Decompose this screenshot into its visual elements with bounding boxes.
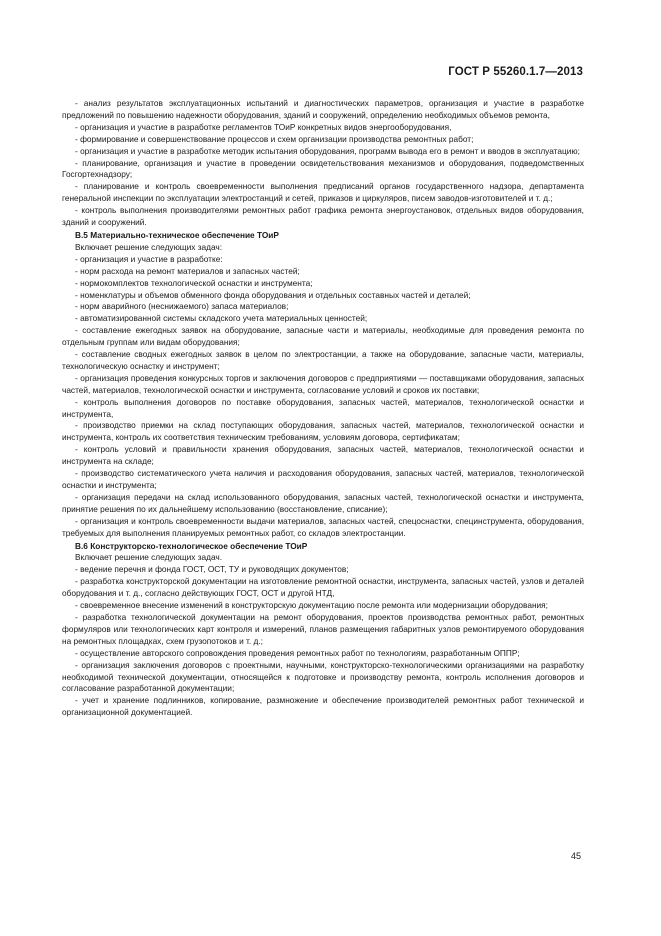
section-heading-b6: В.6 Конструкторско-технологическое обеспечение ТОиР bbox=[75, 540, 308, 551]
paragraph-b5-12: - контроль условий и правильности хранения оборудования, запасных частей, материалов, технологической оснастки и инструмента на складе; bbox=[62, 444, 584, 467]
paragraph-b5-14: - организация передачи на склад использованного оборудования, запасных частей, технологической оснастки и инструмента, принятие решения по их дальнейшему использованию (восстановление, списание); bbox=[62, 491, 584, 514]
paragraph-top-6: - контроль выполнения производителями ремонтных работ графика ремонта энергоустановок, отдельных видов оборудования, зданий и сооружений. bbox=[62, 205, 584, 228]
paragraph-b5-15: - организация и контроль своевременности выдачи материалов, запасных частей, спецоснастки, специнструмента, оборудования, требуемых для выполнения планируемых ремонтных работ, со складов электростанции. bbox=[62, 515, 584, 538]
paragraph-b6-2: - разработка конструкторской документации на изготовление ремонтной оснастки, инструмента, запасных частей, узлов и деталей оборудования и т. д., согласно действующих ГОСТ, ОСТ и другой НТД, bbox=[62, 576, 584, 599]
paragraph-b5-13: - производство систематического учета наличия и расходования оборудования, запасных частей, материалов, технологической оснастки и инструмента; bbox=[62, 468, 584, 490]
paragraph-b5-3: - нормокомплектов технологической оснастки и инструмента; bbox=[75, 277, 313, 288]
paragraph-top-1: - организация и участие в разработке регламентов ТОиР конкретных видов энергооборудования, bbox=[75, 121, 452, 132]
paragraph-b6-6: - организация заключения договоров с проектными, научными, конструкторско-технологическими организациями на разработку необходимой технической документации, относящейся к подготовке и производству ремонта, контроль исполнения договоров и согласование разработанной документации; bbox=[62, 659, 584, 694]
section-heading-b5: В.5 Материально-техническое обеспечение ТОиР bbox=[75, 229, 279, 240]
paragraph-b5-0: Включает решение следующих задач: bbox=[75, 241, 223, 252]
paragraph-b6-1: - ведение перечня и фонда ГОСТ, ОСТ, ТУ и руководящих документов; bbox=[75, 564, 349, 575]
document-code: ГОСТ Р 55260.1.7—2013 bbox=[448, 66, 583, 78]
paragraph-b6-5: - осуществление авторского сопровождения проведения ремонтных работ по технологиям, разработанным ОППР; bbox=[75, 647, 520, 658]
paragraph-top-2: - формирование и совершенствование процессов и схем организации производства ремонтных работ; bbox=[75, 133, 474, 144]
paragraph-b6-7: - учет и хранение подлинников, копирование, размножение и обеспечение производителей ремонтных работ технической и организационной документацией. bbox=[62, 695, 584, 718]
paragraph-b5-10: - контроль выполнения договоров по поставке оборудования, запасных частей, материалов, технологической оснастки и инструмента, bbox=[62, 396, 584, 419]
paragraph-b5-2: - норм расхода на ремонт материалов и запасных частей; bbox=[75, 265, 300, 276]
paragraph-b5-5: - норм аварийного (неснижаемого) запаса материалов; bbox=[75, 301, 289, 312]
paragraph-top-3: - организация и участие в разработке методик испытания оборудования, программ вывода его в ремонт и вводов в эксплуатацию; bbox=[75, 145, 580, 156]
page-number: 45 bbox=[570, 851, 581, 861]
paragraph-b6-4: - разработка технологической документации на ремонт оборудования, проектов производства ремонтных работ, ремонтных формуляров или технологических карт контроля и измерений, планов размещения габаритных узлов ремонтируемого оборудования на ремонтных площадках, схем грузопотоков и т. д.; bbox=[62, 611, 584, 646]
paragraph-b5-11: - производство приемки на склад поступающих оборудования, запасных частей, материалов, технологической оснастки и инструмента, контроль их соответствия техническим требованиям, условиям договора, сертификатам; bbox=[62, 420, 584, 443]
paragraph-b6-0: Включает решение следующих задач. bbox=[75, 552, 223, 563]
paragraph-b5-8: - составление сводных ежегодных заявок в целом по электростанции, а также на оборудование, запасные части, материалы, технологическую оснастку и инструмент; bbox=[62, 349, 584, 371]
paragraph-b5-9: - организация проведения конкурсных торгов и заключения договоров с предприятиями — поставщиками оборудования, запасных частей, материалов, технологической оснастки и инструмента, согласование условий и сроков их поставки; bbox=[62, 372, 584, 395]
paragraph-b5-1: - организация и участие в разработке: bbox=[75, 253, 223, 264]
paragraph-top-5: - планирование и контроль своевременности выполнения предписаний органов государственного надзора, департамента генеральной инспекции по эксплуатации электростанций и сетей, приказов и циркуляров, писем заводов-изготовителей и т. д.; bbox=[62, 181, 584, 204]
paragraph-b5-6: - автоматизированной системы складского учета материальных ценностей; bbox=[75, 313, 368, 324]
paragraph-b5-7: - составление ежегодных заявок на оборудование, запасные части и материалы, необходимые для проведения ремонта по отдельным группам или видам оборудования; bbox=[62, 325, 584, 348]
paragraph-top-0: - анализ результатов эксплуатационных испытаний и диагностических параметров, организация и участие в разработке предложений по повышению надежности оборудования, зданий и сооружений, определению необходимых объемов ремонта, bbox=[62, 98, 584, 120]
paragraph-b6-3: - своевременное внесение изменений в конструкторскую документацию после ремонта или модернизации оборудования; bbox=[75, 600, 548, 611]
paragraph-b5-4: - номенклатуры и объемов обменного фонда оборудования и отдельных составных частей и деталей; bbox=[75, 289, 471, 300]
paragraph-top-4: - планирование, организация и участие в проведении освидетельствования механизмов и оборудования, подведомственных Госгортехнадзору; bbox=[62, 157, 584, 180]
document-body bbox=[62, 98, 584, 719]
